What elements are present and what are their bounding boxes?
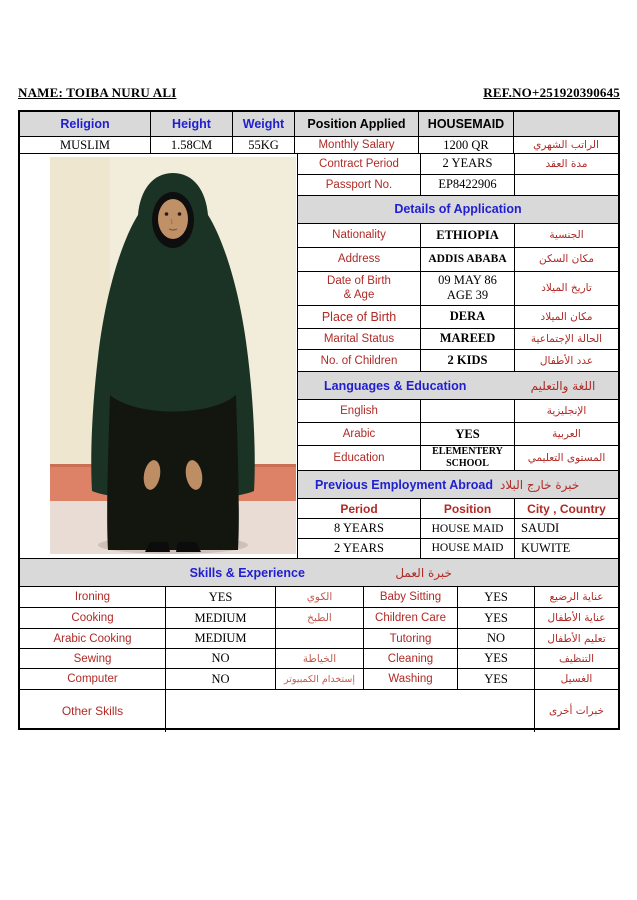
skills-row-2 (20, 608, 618, 629)
reference-number: REF.NO+251920390645 (483, 85, 620, 100)
languages-section-title: Languages & Education (324, 378, 467, 393)
english-arabic: الإنجليزية (546, 405, 587, 418)
weight-value: 55KG (233, 137, 295, 153)
skill-arabic-washing: الغسيل (560, 673, 593, 685)
employment-row-2 (298, 539, 618, 558)
education-value: ELEMENTERY SCHOOL (421, 446, 515, 470)
skills-row-5 (20, 669, 618, 690)
english-row (298, 400, 618, 423)
skill-label-cooking: Cooking (20, 608, 166, 628)
skill-value-childrencare: YES (458, 608, 535, 628)
skill-arabic-computer: إستخدام الكمبيوتر (276, 669, 364, 689)
height-value: 1.58CM (151, 137, 233, 153)
photo-cell (20, 154, 298, 558)
address-row (298, 248, 618, 272)
nationality-arabic: الجنسية (549, 229, 584, 242)
nationality-label: Nationality (298, 224, 421, 247)
skills-section-title: Skills & Experience (189, 565, 305, 580)
skill-value-tutoring: NO (458, 629, 535, 648)
skill-value-arabiccooking: MEDIUM (166, 629, 276, 648)
employment-2-position: HOUSE MAID (421, 539, 515, 558)
arabic-row (298, 423, 618, 446)
document-header (18, 85, 620, 101)
address-value: ADDIS ABABA (421, 248, 515, 271)
dob-arabic: تاريخ الميلاد (541, 282, 592, 295)
position-applied-header: Position Applied (295, 112, 419, 136)
contract-value: 2 YEARS (421, 154, 515, 174)
skill-arabic-ironing: الكوي (276, 587, 364, 607)
dob-value: 09 MAY 86 AGE 39 (421, 272, 515, 305)
dob-row (298, 272, 618, 306)
pob-arabic: مكان الميلاد (540, 310, 593, 323)
skill-value-washing: YES (458, 669, 535, 689)
position-value: HOUSEMAID (419, 112, 514, 136)
employment-1-position: HOUSE MAID (421, 519, 515, 538)
cv-table (18, 110, 620, 730)
employment-section-title: Previous Employment Abroad (314, 477, 494, 492)
employment-header-row (298, 499, 618, 519)
contract-arabic: مدة العقد (545, 157, 588, 170)
marital-arabic: الحالة الإجتماعية (530, 332, 603, 345)
arabic-value: YES (421, 423, 515, 445)
period-header: Period (298, 499, 421, 518)
skill-label-washing: Washing (364, 669, 458, 689)
applicant-photo (50, 157, 296, 554)
details-panel (298, 154, 618, 558)
marital-label: Marital Status (298, 329, 421, 350)
skill-value-computer: NO (166, 669, 276, 689)
address-arabic: مكان السكن (539, 253, 594, 266)
skill-label-arabiccooking: Arabic Cooking (20, 629, 166, 648)
skill-value-cooking: MEDIUM (166, 608, 276, 628)
employment-section-header (298, 471, 618, 499)
city-country-header: City , Country (527, 501, 606, 516)
skill-value-babysitting: YES (458, 587, 535, 607)
employment-2-period: 2 YEARS (298, 539, 421, 558)
passport-arabic (515, 175, 618, 195)
religion-salary-row (20, 137, 618, 154)
children-value: 2 KIDS (421, 350, 515, 371)
skill-arabic-cleaning: التنظيف (558, 652, 595, 665)
skills-row-4 (20, 649, 618, 669)
skill-label-ironing: Ironing (20, 587, 166, 607)
details-section-header (298, 196, 618, 224)
skill-label-babysitting: Baby Sitting (364, 587, 458, 607)
monthly-salary-label: Monthly Salary (295, 137, 419, 153)
pob-value: DERA (421, 306, 515, 328)
arabic-arabic: العربية (552, 428, 581, 441)
children-row (298, 350, 618, 372)
other-skills-arabic: خبرات أخرى (549, 705, 605, 717)
english-label: English (298, 400, 421, 422)
skill-label-tutoring: Tutoring (364, 629, 458, 648)
skill-value-ironing: YES (166, 587, 276, 607)
monthly-salary-arabic: الراتب الشهري (533, 139, 599, 151)
religion-header: Religion (20, 112, 151, 136)
religion-value: MUSLIM (20, 137, 151, 153)
languages-section-header (298, 372, 618, 400)
skill-arabic-cooking: الطبخ (276, 608, 364, 628)
contract-row (298, 154, 618, 175)
skill-arabic-babysitting: عناية الرضيع (549, 591, 604, 603)
other-skills-row (20, 690, 618, 732)
top-header-row (20, 112, 618, 137)
middle-section (20, 154, 618, 559)
skill-label-childrencare: Children Care (364, 608, 458, 628)
skill-arabic-tutoring: تعليم الأطفال (547, 632, 606, 645)
weight-header: Weight (233, 112, 295, 136)
skill-arabic-sewing: الخياطة (276, 649, 364, 668)
passport-row (298, 175, 618, 196)
details-section-title: Details of Application (394, 202, 522, 217)
contract-label: Contract Period (298, 154, 421, 174)
pob-row (298, 306, 618, 329)
education-label: Education (298, 446, 421, 470)
employment-row-1 (298, 519, 618, 539)
skills-section-arabic: خبرة العمل (395, 565, 452, 580)
arabic-label: Arabic (298, 423, 421, 445)
languages-section-arabic: اللغة والتعليم (530, 378, 596, 393)
skill-arabic-childrencare: عناية الأطفال (547, 612, 606, 624)
marital-value: MAREED (421, 329, 515, 350)
employment-1-period: 8 YEARS (298, 519, 421, 538)
skill-label-sewing: Sewing (20, 649, 166, 668)
skills-row-1 (20, 587, 618, 608)
other-skills-empty (166, 690, 535, 732)
skill-label-computer: Computer (20, 669, 166, 689)
dob-label: Date of Birth & Age (298, 272, 421, 305)
height-header: Height (151, 112, 233, 136)
education-row (298, 446, 618, 471)
marital-row (298, 329, 618, 351)
skills-section-header (20, 559, 618, 587)
other-skills-label: Other Skills (20, 690, 166, 732)
skill-value-sewing: NO (166, 649, 276, 668)
position-header: Position (421, 499, 515, 518)
employment-1-city: SAUDI (521, 521, 560, 536)
skill-value-cleaning: YES (458, 649, 535, 668)
english-value (421, 400, 515, 422)
children-label: No. of Children (298, 350, 421, 371)
skills-row-3 (20, 629, 618, 649)
skill-label-cleaning: Cleaning (364, 649, 458, 668)
skill-arabic-arabiccooking (276, 629, 364, 648)
children-arabic: عدد الأطفال (539, 354, 594, 367)
employment-2-city: KUWITE (521, 540, 571, 555)
address-label: Address (298, 248, 421, 271)
empty-header-cell (514, 112, 618, 136)
employment-section-arabic: خبرة خارج البلاد (500, 477, 580, 492)
passport-label: Passport No. (298, 175, 421, 195)
pob-label: Place of Birth (298, 306, 421, 328)
monthly-salary-value: 1200 QR (419, 137, 514, 153)
nationality-row (298, 224, 618, 248)
passport-value: EP8422906 (421, 175, 515, 195)
applicant-name: NAME: TOIBA NURU ALI (18, 85, 177, 100)
nationality-value: ETHIOPIA (421, 224, 515, 247)
education-arabic: المستوى التعليمي (527, 452, 606, 465)
